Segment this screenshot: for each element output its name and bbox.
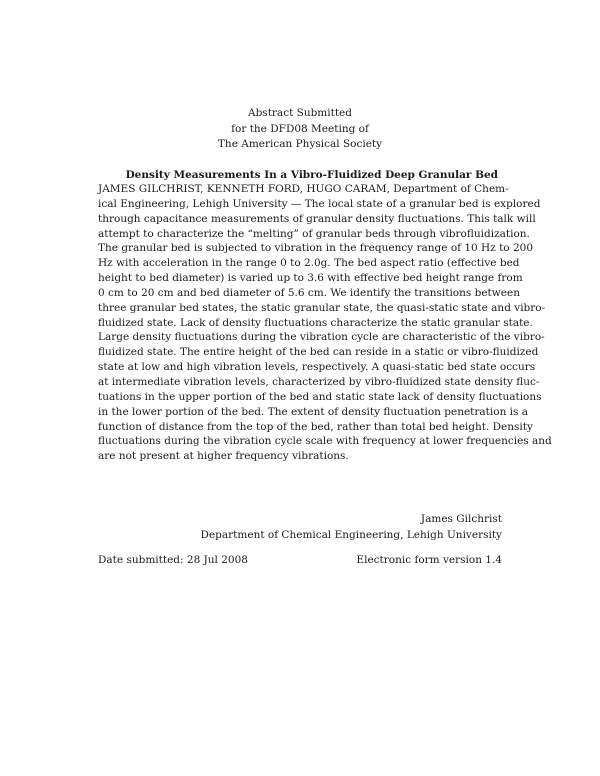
abstract-line: 0 cm to 20 cm and bed diameter of 5.6 cm. We identify the transitions between xyxy=(98,286,520,299)
abstract-line: tuations in the upper portion of the bed and static state lack of density fluctuations xyxy=(98,390,542,403)
abstract-line: attempt to characterize the “melting” of granular beds through vibrofluidization. xyxy=(98,227,530,240)
submission-header xyxy=(0,106,600,153)
signature-affiliation: Department of Chemical Engineering, Lehigh University xyxy=(200,528,502,541)
signature-block xyxy=(98,512,502,543)
abstract-body xyxy=(98,182,552,464)
abstract-line: Hz with acceleration in the range 0 to 2.0g. The bed aspect ratio (effective bed xyxy=(98,257,520,270)
abstract-line: state at low and high vibration levels, respectively. A quasi-static bed state occurs xyxy=(98,361,536,374)
abstract-line: fluidized state. Lack of density fluctuations characterize the static granular state. xyxy=(98,316,533,329)
form-version: Electronic form version 1.4 xyxy=(356,554,502,566)
abstract-line: JAMES GILCHRIST, KENNETH FORD, HUGO CARAM, Department of Chem- xyxy=(98,183,509,195)
abstract-line: function of distance from the top of the bed, rather than total bed height. Density xyxy=(98,420,533,433)
page-footer xyxy=(98,553,502,567)
abstract-line: three granular bed states, the static granular state, the quasi-static state and vibro- xyxy=(98,301,546,314)
header-line-society: The American Physical Society xyxy=(217,138,383,150)
abstract-line: height to bed diameter) is varied up to 3.6 with effective bed height range from xyxy=(98,272,523,285)
abstract-line: Large density fluctuations during the vibration cycle are characteristic of the vibro- xyxy=(98,331,545,344)
abstract-line: fluctuations during the vibration cycle scale with frequency at lower frequencies and xyxy=(98,435,552,448)
abstract-line: through capacitance measurements of granular density fluctuations. This talk will xyxy=(98,212,536,225)
abstract-line: ical Engineering, Lehigh University — The local state of a granular bed is explored xyxy=(98,197,541,210)
date-submitted: Date submitted: 28 Jul 2008 xyxy=(98,554,248,566)
abstract-line: at intermediate vibration levels, characterized by vibro-fluidized state density fluc- xyxy=(98,375,540,388)
abstract-line: fluidized state. The entire height of the bed can reside in a static or vibro-fluidized xyxy=(98,346,539,359)
abstract-line: in the lower portion of the bed. The extent of density fluctuation penetration is a xyxy=(98,405,529,418)
abstract-line: are not present at higher frequency vibrations. xyxy=(98,450,349,463)
signature-name: James Gilchrist xyxy=(420,513,502,525)
abstract-title: Density Measurements In a Vibro-Fluidized Deep Granular Bed xyxy=(125,169,498,181)
header-line-meeting: for the DFD08 Meeting of xyxy=(231,122,369,135)
header-line-abstract-submitted: Abstract Submitted xyxy=(248,107,352,119)
abstract-line: The granular bed is subjected to vibration in the frequency range of 10 Hz to 200 xyxy=(98,242,534,255)
